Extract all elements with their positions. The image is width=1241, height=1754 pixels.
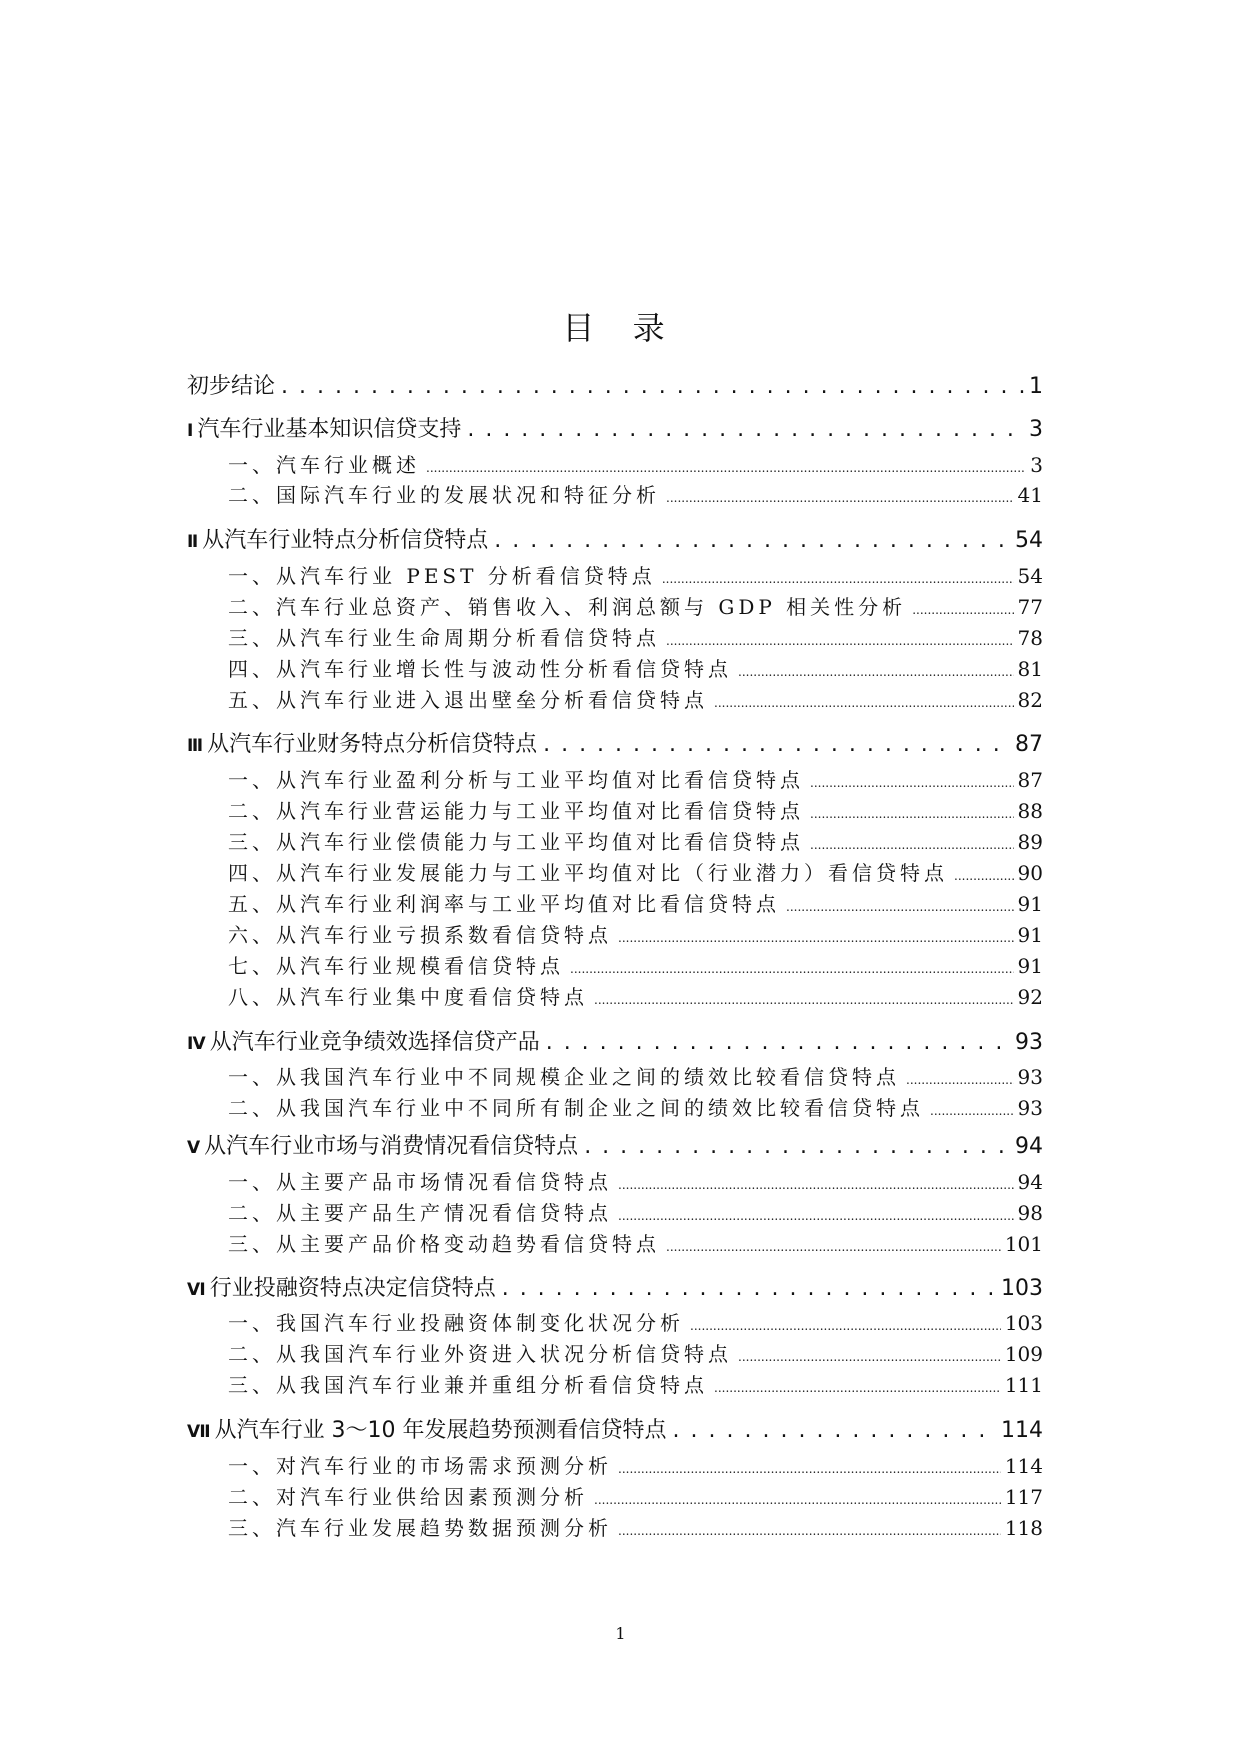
page-title: 目 录 [562,309,679,347]
dot-leader [618,1201,1014,1231]
section-label: 初步结论 [187,374,276,399]
dot-leader [281,370,1025,404]
subsection-label: 四、从汽车行业发展能力与工业平均值对比（行业潜力）看信贷特点 [228,861,948,885]
subsection-page-number: 111 [1004,1373,1043,1397]
subsection-label: 八、从汽车行业集中度看信贷特点 [228,985,588,1009]
dot-leader [810,768,1014,798]
toc-section-title [187,1414,667,1449]
subsection-page-number: 78 [1017,626,1043,650]
dot-leader [618,1170,1014,1200]
subsection-page-number: 89 [1017,830,1043,854]
dot-leader [810,830,1014,860]
dot-leader [494,524,1011,558]
toc-section-entry[interactable] [0,1026,1241,1060]
toc-subsection-entry[interactable] [0,1198,1241,1228]
subsection-label: 二、从主要产品生产情况看信贷特点 [228,1201,612,1225]
toc-section-entry[interactable] [0,524,1241,558]
dot-leader [618,923,1014,953]
toc-subsection-entry[interactable] [0,450,1241,480]
dot-leader [738,1342,1001,1372]
toc-subsection-entry[interactable] [0,561,1241,591]
subsection-page-number: 98 [1017,1201,1043,1225]
toc-section-entry[interactable] [0,413,1241,447]
dot-leader [673,1414,997,1448]
toc-subsection-entry[interactable] [0,982,1241,1012]
section-label: 从汽车行业特点分析信贷特点 [202,528,489,553]
toc-subsection-entry[interactable] [0,1093,1241,1123]
subsection-label: 五、从汽车行业利润率与工业平均值对比看信贷特点 [228,892,780,916]
subsection-page-number: 103 [1004,1311,1043,1335]
dot-leader [786,892,1014,922]
dot-leader [714,688,1014,718]
section-page-number: 54 [1015,528,1043,553]
subsection-label: 二、对汽车行业供给因素预测分析 [228,1485,588,1509]
toc-subsection-entry[interactable] [0,685,1241,715]
toc-subsection-entry[interactable] [0,1308,1241,1338]
dot-leader [738,657,1014,687]
dot-leader [714,1373,1001,1403]
section-roman-numeral: Ⅴ [187,1138,201,1158]
section-label: 行业投融资特点决定信贷特点 [209,1276,496,1301]
toc-section-title [187,1272,496,1307]
section-roman-numeral: Ⅵ [187,1280,206,1300]
toc-subsection-entry[interactable] [0,654,1241,684]
subsection-label: 一、我国汽车行业投融资体制变化状况分析 [228,1311,684,1335]
section-label: 从汽车行业竞争绩效选择信贷产品 [209,1030,540,1055]
subsection-page-number: 91 [1017,954,1043,978]
toc-subsection-entry[interactable] [0,858,1241,888]
section-roman-numeral: Ⅳ [187,1034,206,1054]
toc-section-entry[interactable] [0,1414,1241,1448]
section-label: 汽车行业基本知识信贷支持 [197,417,462,442]
subsection-page-number: 93 [1017,1096,1043,1120]
dot-leader [594,1485,1001,1515]
toc-section-entry[interactable] [0,728,1241,762]
dot-leader [584,1130,1011,1164]
dot-leader [666,483,1014,513]
dot-leader [618,1454,1001,1484]
subsection-page-number: 109 [1004,1342,1043,1366]
subsection-page-number: 91 [1017,923,1043,947]
page-number: 1 [615,1624,626,1643]
toc-subsection-entry[interactable] [0,1513,1241,1543]
dot-leader [690,1311,1001,1341]
toc-section-entry[interactable] [0,1272,1241,1306]
subsection-page-number: 92 [1017,985,1043,1009]
section-page-number: 93 [1015,1030,1043,1055]
toc-subsection-entry[interactable] [0,480,1241,510]
subsection-label: 一、从主要产品市场情况看信贷特点 [228,1170,612,1194]
toc-section-title [187,370,275,404]
toc-section-entry[interactable] [0,1130,1241,1164]
subsection-page-number: 87 [1017,768,1043,792]
subsection-label: 七、从汽车行业规模看信贷特点 [228,954,564,978]
subsection-label: 一、从我国汽车行业中不同规模企业之间的绩效比较看信贷特点 [228,1065,900,1089]
subsection-page-number: 117 [1004,1485,1043,1509]
toc-subsection-entry[interactable] [0,1167,1241,1197]
section-label: 从汽车行业市场与消费情况看信贷特点 [204,1134,579,1159]
subsection-page-number: 82 [1017,688,1043,712]
section-page-number: 114 [1001,1418,1043,1443]
section-roman-numeral: Ⅱ [187,532,199,552]
section-roman-numeral: Ⅰ [187,421,194,441]
dot-leader [954,861,1014,891]
subsection-label: 一、汽车行业概述 [228,453,420,477]
dot-leader [666,626,1014,656]
subsection-page-number: 77 [1017,595,1043,619]
dot-leader [426,453,1026,483]
subsection-page-number: 54 [1017,564,1043,588]
toc-section-title [187,413,461,448]
section-page-number: 87 [1015,732,1043,757]
subsection-label: 一、从汽车行业 PEST 分析看信贷特点 [228,564,656,588]
subsection-label: 四、从汽车行业增长性与波动性分析看信贷特点 [228,657,732,681]
dot-leader [594,985,1014,1015]
toc-subsection-entry[interactable] [0,1451,1241,1481]
toc-subsection-entry[interactable] [0,1229,1241,1259]
toc-subsection-entry[interactable] [0,765,1241,795]
subsection-page-number: 101 [1004,1232,1043,1256]
toc-section-entry[interactable] [0,370,1241,404]
subsection-page-number: 118 [1004,1516,1043,1540]
subsection-label: 三、从主要产品价格变动趋势看信贷特点 [228,1232,660,1256]
toc-subsection-entry[interactable] [0,889,1241,919]
section-page-number: 3 [1029,417,1043,442]
toc-section-title [187,1130,578,1165]
dot-leader [912,595,1013,625]
subsection-page-number: 94 [1017,1170,1043,1194]
dot-leader [662,564,1014,594]
subsection-page-number: 90 [1017,861,1043,885]
subsection-label: 一、对汽车行业的市场需求预测分析 [228,1454,612,1478]
subsection-label: 二、从我国汽车行业中不同所有制企业之间的绩效比较看信贷特点 [228,1096,924,1120]
section-roman-numeral: Ⅶ [187,1422,211,1442]
section-page-number: 94 [1015,1134,1043,1159]
section-label: 从汽车行业财务特点分析信贷特点 [207,732,538,757]
dot-leader [906,1065,1014,1095]
subsection-label: 三、汽车行业发展趋势数据预测分析 [228,1516,612,1540]
subsection-page-number: 91 [1017,892,1043,916]
section-roman-numeral: Ⅲ [187,736,204,756]
toc-subsection-entry[interactable] [0,1339,1241,1369]
dot-leader [502,1272,997,1306]
toc-subsection-entry[interactable] [0,827,1241,857]
section-page-number: 103 [1001,1276,1043,1301]
dot-leader [666,1232,1001,1262]
dot-leader [570,954,1014,984]
subsection-label: 三、从汽车行业偿债能力与工业平均值对比看信贷特点 [228,830,804,854]
subsection-page-number: 41 [1017,483,1043,507]
subsection-label: 一、从汽车行业盈利分析与工业平均值对比看信贷特点 [228,768,804,792]
subsection-label: 二、汽车行业总资产、销售收入、利润总额与 GDP 相关性分析 [228,595,907,619]
subsection-label: 三、从汽车行业生命周期分析看信贷特点 [228,626,660,650]
subsection-page-number: 81 [1017,657,1043,681]
toc-section-title [187,524,488,559]
section-page-number: 1 [1029,374,1043,399]
subsection-label: 二、从我国汽车行业外资进入状况分析信贷特点 [228,1342,732,1366]
subsection-label: 五、从汽车行业进入退出壁垒分析看信贷特点 [228,688,708,712]
subsection-page-number: 88 [1017,799,1043,823]
subsection-label: 六、从汽车行业亏损系数看信贷特点 [228,923,612,947]
subsection-page-number: 114 [1004,1454,1043,1478]
toc-section-title [187,1026,540,1061]
subsection-label: 二、国际汽车行业的发展状况和特征分析 [228,483,660,507]
toc-subsection-entry[interactable] [0,796,1241,826]
toc-subsection-entry[interactable] [0,1482,1241,1512]
section-label: 从汽车行业 3～10 年发展趋势预测看信贷特点 [214,1418,667,1443]
toc-subsection-entry[interactable] [0,623,1241,653]
toc-subsection-entry[interactable] [0,951,1241,981]
toc-subsection-entry[interactable] [0,1062,1241,1092]
toc-subsection-entry[interactable] [0,920,1241,950]
subsection-label: 三、从我国汽车行业兼并重组分析看信贷特点 [228,1373,708,1397]
subsection-page-number: 93 [1017,1065,1043,1089]
dot-leader [618,1516,1001,1546]
dot-leader [543,728,1011,762]
dot-leader [467,413,1025,447]
dot-leader [546,1026,1011,1060]
toc-section-title [187,728,537,763]
subsection-label: 二、从汽车行业营运能力与工业平均值对比看信贷特点 [228,799,804,823]
dot-leader [810,799,1014,829]
subsection-page-number: 3 [1030,453,1043,477]
toc-subsection-entry[interactable] [0,592,1241,622]
toc-subsection-entry[interactable] [0,1370,1241,1400]
dot-leader [930,1096,1014,1126]
